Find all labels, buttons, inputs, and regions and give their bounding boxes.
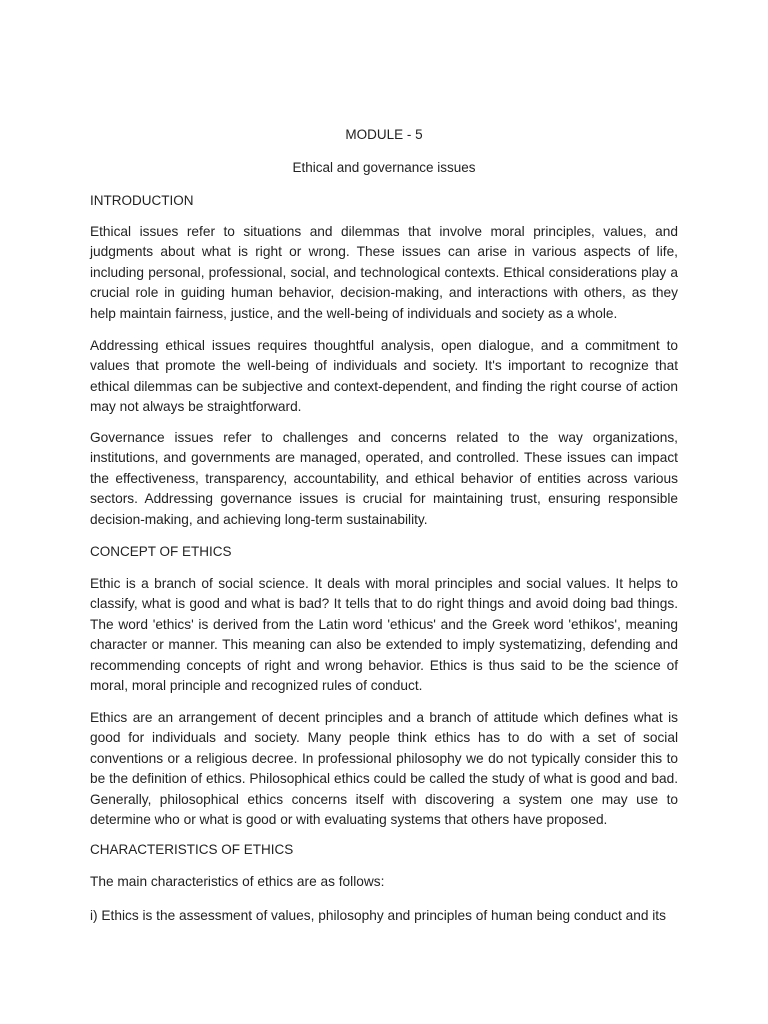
paragraph-introduction-1: Ethical issues refer to situations and dilemmas that involve moral principles, values, and judgments about what is right or wrong. These issues can arise in various aspects of life, including personal, professional, social, and technological contexts. Ethical considerations play a crucial role in guiding human behavior, decision-making, and interactions with others, as they help maintain fairness, justice, and the well-being of individuals and society as a whole. bbox=[90, 224, 678, 321]
paragraph-introduction-3: Governance issues refer to challenges and concerns related to the way organizations, institutions, and governments are managed, operated, and controlled. These issues can impact the effectiveness, transparency, accountability, and ethical behavior of entities across various sectors. Addressing governance issues is crucial for maintaining trust, ensuring responsible decision-making, and achieving long-term sustainability. bbox=[90, 430, 678, 527]
paragraph-concept-1: Ethic is a branch of social science. It deals with moral principles and social values. It helps to classify, what is good and what is bad? It tells that to do right things and avoid doing bad things. The word 'ethics' is derived from the Latin word 'ethicus' and the Greek word 'ethikos', meaning character or manner. This meaning can also be extended to imply systematizing, defending and recommending concepts of right and wrong behavior. Ethics is thus said to be the science of moral, moral principle and recognized rules of conduct. bbox=[90, 576, 678, 694]
section-heading-characteristics-of-ethics: CHARACTERISTICS OF ETHICS bbox=[90, 842, 294, 857]
module-title: MODULE - 5 bbox=[345, 127, 423, 142]
paragraph-characteristics-1: The main characteristics of ethics are as follows: bbox=[90, 874, 385, 889]
document-subtitle: Ethical and governance issues bbox=[292, 160, 476, 175]
section-heading-introduction: INTRODUCTION bbox=[90, 193, 194, 208]
section-heading-concept-of-ethics: CONCEPT OF ETHICS bbox=[90, 544, 232, 559]
paragraph-characteristics-2: i) Ethics is the assessment of values, philosophy and principles of human being conduct and its bbox=[90, 908, 666, 923]
paragraph-introduction-2: Addressing ethical issues requires thoughtful analysis, open dialogue, and a commitment to values that promote the well-being of individuals and society. It's important to recognize that ethical dilemmas can be subjective and context-dependent, and finding the right course of action may not always be straightforward. bbox=[90, 338, 678, 415]
paragraph-concept-2: Ethics are an arrangement of decent principles and a branch of attitude which defines what is good for individuals and society. Many people think ethics has to do with a set of social conventions or a religious decree. In professional philosophy we do not typically consider this to be the definition of ethics. Philosophical ethics could be called the study of what is good and bad. Generally, philosophical ethics concerns itself with discovering a system one may use to determine who or what is good or with evaluating systems that others have proposed. bbox=[90, 710, 678, 828]
